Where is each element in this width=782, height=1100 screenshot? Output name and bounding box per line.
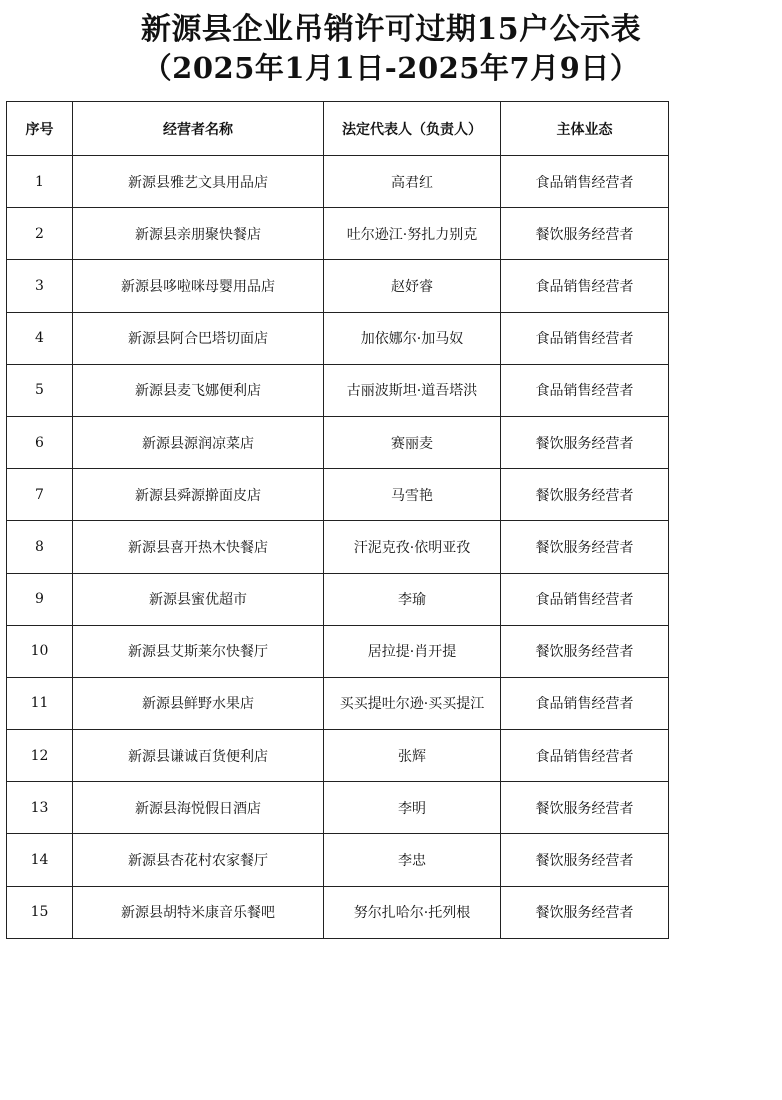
business-type-cell: 食品销售经营者 (501, 677, 669, 729)
table-row (7, 886, 669, 938)
document-title: 新源县企业吊销许可过期15户公示表 (140, 12, 642, 47)
legal-representative-cell: 吐尔逊江·努扎力别克 (324, 208, 501, 260)
operator-name-cell: 新源县哆啦咪母婴用品店 (73, 260, 324, 312)
business-type-cell: 食品销售经营者 (501, 364, 669, 416)
header-serial-number: 序号 (7, 102, 73, 156)
legal-representative-cell: 李忠 (324, 834, 501, 886)
table-row (7, 834, 669, 886)
business-type-cell: 餐饮服务经营者 (501, 416, 669, 468)
operator-name-cell: 新源县鲜野水果店 (73, 677, 324, 729)
legal-representative-cell: 汗泥克孜·依明亚孜 (324, 521, 501, 573)
legal-representative-cell: 张辉 (324, 730, 501, 782)
header-business-type: 主体业态 (501, 102, 669, 156)
serial-number-cell: 9 (7, 573, 73, 625)
table-row (7, 416, 669, 468)
revocation-table (6, 101, 669, 939)
table-row (7, 469, 669, 521)
serial-number-cell: 3 (7, 260, 73, 312)
table-row (7, 625, 669, 677)
table-row (7, 573, 669, 625)
serial-number-cell: 4 (7, 312, 73, 364)
serial-number-cell: 5 (7, 364, 73, 416)
header-operator-name: 经营者名称 (73, 102, 324, 156)
business-type-cell: 餐饮服务经营者 (501, 469, 669, 521)
business-type-cell: 食品销售经营者 (501, 730, 669, 782)
serial-number-cell: 7 (7, 469, 73, 521)
business-type-cell: 食品销售经营者 (501, 260, 669, 312)
business-type-cell: 餐饮服务经营者 (501, 208, 669, 260)
legal-representative-cell: 赵妤睿 (324, 260, 501, 312)
business-type-cell: 食品销售经营者 (501, 312, 669, 364)
business-type-cell: 餐饮服务经营者 (501, 782, 669, 834)
serial-number-cell: 8 (7, 521, 73, 573)
operator-name-cell: 新源县杏花村农家餐厅 (73, 834, 324, 886)
table-row (7, 260, 669, 312)
operator-name-cell: 新源县麦飞娜便利店 (73, 364, 324, 416)
operator-name-cell: 新源县舜源擀面皮店 (73, 469, 324, 521)
table-row (7, 782, 669, 834)
table-row (7, 730, 669, 782)
operator-name-cell: 新源县喜开热木快餐店 (73, 521, 324, 573)
serial-number-cell: 2 (7, 208, 73, 260)
operator-name-cell: 新源县胡特米康音乐餐吧 (73, 886, 324, 938)
operator-name-cell: 新源县阿合巴塔切面店 (73, 312, 324, 364)
legal-representative-cell: 买买提吐尔逊·买买提江 (324, 677, 501, 729)
legal-representative-cell: 李瑜 (324, 573, 501, 625)
operator-name-cell: 新源县雅艺文具用品店 (73, 156, 324, 208)
table-row (7, 208, 669, 260)
table-header-row (7, 102, 669, 156)
business-type-cell: 食品销售经营者 (501, 573, 669, 625)
serial-number-cell: 13 (7, 782, 73, 834)
legal-representative-cell: 居拉提·肖开提 (324, 625, 501, 677)
operator-name-cell: 新源县蜜优超市 (73, 573, 324, 625)
serial-number-cell: 1 (7, 156, 73, 208)
table-row (7, 156, 669, 208)
legal-representative-cell: 赛丽麦 (324, 416, 501, 468)
business-type-cell: 餐饮服务经营者 (501, 521, 669, 573)
table-row (7, 312, 669, 364)
operator-name-cell: 新源县艾斯莱尔快餐厅 (73, 625, 324, 677)
legal-representative-cell: 高君红 (324, 156, 501, 208)
serial-number-cell: 12 (7, 730, 73, 782)
serial-number-cell: 6 (7, 416, 73, 468)
table-row (7, 364, 669, 416)
table-row (7, 677, 669, 729)
legal-representative-cell: 马雪艳 (324, 469, 501, 521)
business-type-cell: 食品销售经营者 (501, 156, 669, 208)
operator-name-cell: 新源县源润凉菜店 (73, 416, 324, 468)
serial-number-cell: 15 (7, 886, 73, 938)
legal-representative-cell: 李明 (324, 782, 501, 834)
operator-name-cell: 新源县海悦假日酒店 (73, 782, 324, 834)
serial-number-cell: 11 (7, 677, 73, 729)
business-type-cell: 餐饮服务经营者 (501, 834, 669, 886)
table-row (7, 521, 669, 573)
business-type-cell: 餐饮服务经营者 (501, 886, 669, 938)
operator-name-cell: 新源县亲朋聚快餐店 (73, 208, 324, 260)
header-legal-representative: 法定代表人（负责人） (324, 102, 501, 156)
legal-representative-cell: 努尔扎哈尔·托列根 (324, 886, 501, 938)
operator-name-cell: 新源县谦诚百货便利店 (73, 730, 324, 782)
legal-representative-cell: 加依娜尔·加马奴 (324, 312, 501, 364)
document-subtitle: （2025年1月1日-2025年7月9日） (142, 51, 640, 85)
serial-number-cell: 10 (7, 625, 73, 677)
serial-number-cell: 14 (7, 834, 73, 886)
legal-representative-cell: 古丽波斯坦·道吾塔洪 (324, 364, 501, 416)
business-type-cell: 餐饮服务经营者 (501, 625, 669, 677)
